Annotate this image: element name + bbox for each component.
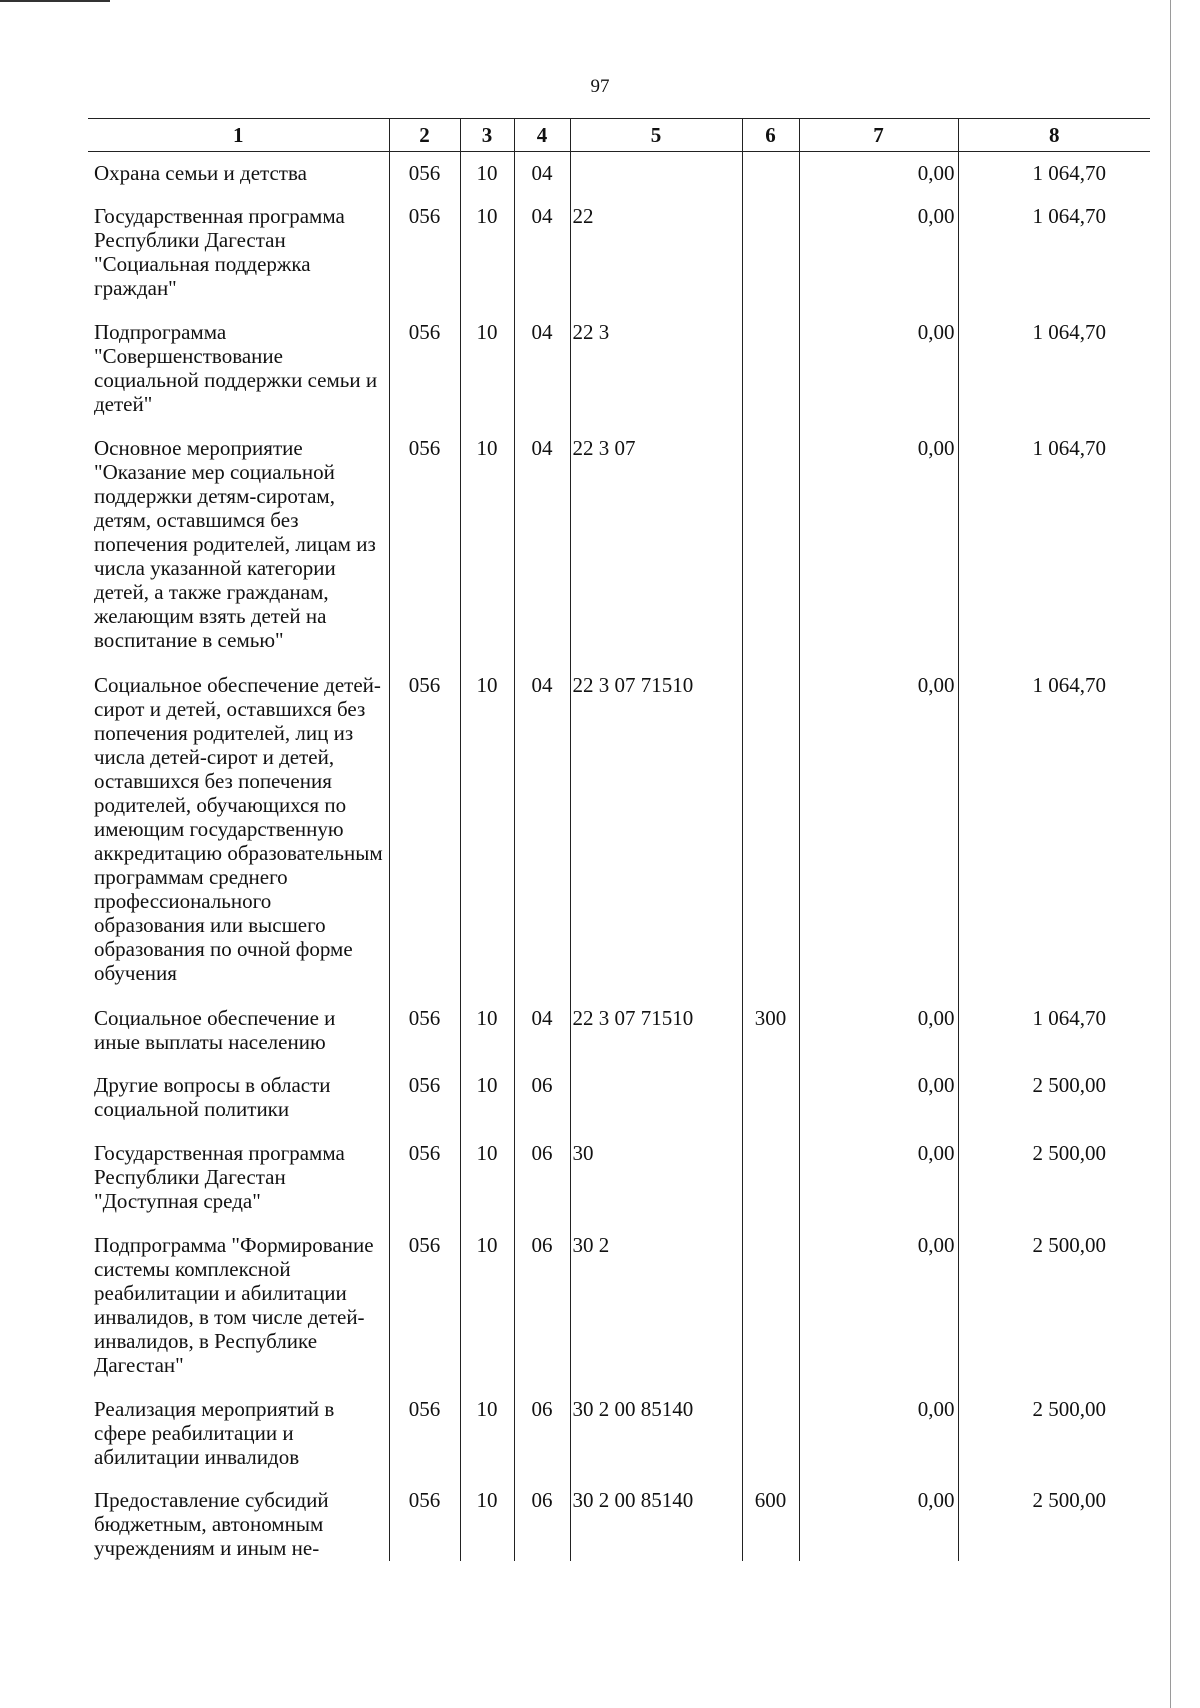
row-code-section: 10 xyxy=(460,311,514,427)
row-amount-col8: 1 064,70 xyxy=(958,427,1150,664)
row-code-subsection: 04 xyxy=(514,997,570,1064)
row-code-section: 10 xyxy=(460,1224,514,1388)
row-amount-col8: 1 064,70 xyxy=(958,195,1150,311)
header-col-7: 7 xyxy=(799,119,958,152)
row-amount-col7: 0,00 xyxy=(799,1224,958,1388)
row-code-section: 10 xyxy=(460,997,514,1064)
row-code-target: 22 3 07 71510 xyxy=(570,997,742,1064)
row-code-expense-type: 600 xyxy=(742,1479,799,1561)
table-row xyxy=(88,195,1150,311)
row-code-ministry: 056 xyxy=(389,311,460,427)
header-col-2: 2 xyxy=(389,119,460,152)
row-amount-col7: 0,00 xyxy=(799,1479,958,1561)
table-row xyxy=(88,1479,1150,1561)
row-amount-col7: 0,00 xyxy=(799,1388,958,1480)
row-code-target: 30 2 00 85140 xyxy=(570,1388,742,1480)
row-name: Социальное обеспечение и иные выплаты населению xyxy=(94,1005,336,1054)
row-code-ministry: 056 xyxy=(389,997,460,1064)
row-code-ministry: 056 xyxy=(389,427,460,664)
row-amount-col8: 2 500,00 xyxy=(958,1132,1150,1224)
row-code-ministry: 056 xyxy=(389,1479,460,1561)
row-code-target: 30 2 xyxy=(570,1224,742,1388)
row-code-ministry: 056 xyxy=(389,664,460,997)
row-amount-col8: 1 064,70 xyxy=(958,664,1150,997)
header-col-1: 1 xyxy=(88,119,389,152)
row-code-expense-type xyxy=(742,195,799,311)
row-name: Социальное обеспечение детей-сирот и детей, оставшихся без попечения родителей, лиц из числа детей-сирот и детей, оставшихся без попечения родителей, обучающихся по имеющим государственную аккредитацию образовательным программам среднего профессионального образования или высшего образования по очной форме обучения xyxy=(94,672,383,985)
table-row xyxy=(88,1388,1150,1480)
row-code-section: 10 xyxy=(460,195,514,311)
row-code-target: 22 xyxy=(570,195,742,311)
row-amount-col8: 2 500,00 xyxy=(958,1224,1150,1388)
row-amount-col7: 0,00 xyxy=(799,311,958,427)
row-code-target: 22 3 xyxy=(570,311,742,427)
row-code-target: 22 3 07 71510 xyxy=(570,664,742,997)
row-code-expense-type xyxy=(742,427,799,664)
row-code-subsection: 06 xyxy=(514,1064,570,1131)
row-code-expense-type xyxy=(742,1224,799,1388)
row-amount-col8: 1 064,70 xyxy=(958,311,1150,427)
row-amount-col7: 0,00 xyxy=(799,664,958,997)
row-code-target: 22 3 07 xyxy=(570,427,742,664)
header-col-8: 8 xyxy=(958,119,1150,152)
row-amount-col7: 0,00 xyxy=(799,152,958,196)
row-amount-col8: 2 500,00 xyxy=(958,1388,1150,1480)
row-name: Охрана семьи и детства xyxy=(94,161,307,185)
table-row xyxy=(88,427,1150,664)
table-row xyxy=(88,664,1150,997)
row-code-expense-type xyxy=(742,311,799,427)
row-amount-col7: 0,00 xyxy=(799,1132,958,1224)
row-code-subsection: 04 xyxy=(514,195,570,311)
row-name: Подпрограмма "Формирование системы комплексной реабилитации и абилитации инвалидов, в том числе детей-инвалидов, в Республике Дагестан" xyxy=(94,1232,374,1377)
table-row xyxy=(88,1132,1150,1224)
row-code-subsection: 04 xyxy=(514,311,570,427)
row-code-subsection: 06 xyxy=(514,1132,570,1224)
row-code-section: 10 xyxy=(460,1388,514,1480)
header-col-3: 3 xyxy=(460,119,514,152)
row-code-section: 10 xyxy=(460,152,514,196)
row-amount-col8: 1 064,70 xyxy=(958,152,1150,196)
row-name: Предоставление субсидий бюджетным, автономным учреждениям и иным не- xyxy=(94,1488,329,1561)
row-code-subsection: 06 xyxy=(514,1224,570,1388)
row-code-expense-type xyxy=(742,1064,799,1131)
row-code-expense-type xyxy=(742,152,799,196)
row-code-ministry: 056 xyxy=(389,1224,460,1388)
page-number: 97 xyxy=(590,76,610,97)
row-amount-col8: 2 500,00 xyxy=(958,1064,1150,1131)
row-amount-col7: 0,00 xyxy=(799,997,958,1064)
table-row xyxy=(88,1064,1150,1131)
row-code-target: 30 xyxy=(570,1132,742,1224)
row-amount-col8: 1 064,70 xyxy=(958,997,1150,1064)
header-col-6: 6 xyxy=(742,119,799,152)
row-name: Основное мероприятие "Оказание мер социальной поддержки детям-сиротам, детям, оставшимся без попечения родителей, лицам из числа указанной категории детей, а также гражданам, желающим взять детей на воспитание в семью" xyxy=(94,435,376,652)
row-amount-col8: 2 500,00 xyxy=(958,1479,1150,1561)
table-row xyxy=(88,152,1150,196)
table-header-row xyxy=(88,119,1150,152)
row-amount-col7: 0,00 xyxy=(799,427,958,664)
row-name: Государственная программа Республики Дагестан "Доступная среда" xyxy=(94,1140,345,1213)
table-row xyxy=(88,1224,1150,1388)
row-code-ministry: 056 xyxy=(389,152,460,196)
row-code-expense-type xyxy=(742,664,799,997)
row-code-subsection: 04 xyxy=(514,427,570,664)
budget-table xyxy=(88,118,1150,1561)
row-name: Другие вопросы в области социальной политики xyxy=(94,1073,331,1122)
row-code-target xyxy=(570,152,742,196)
row-code-section: 10 xyxy=(460,427,514,664)
scan-artifact-line xyxy=(0,0,110,2)
row-code-subsection: 04 xyxy=(514,664,570,997)
row-code-expense-type xyxy=(742,1388,799,1480)
row-name: Подпрограмма "Совершенствование социальной поддержки семьи и детей" xyxy=(94,320,378,417)
header-col-4: 4 xyxy=(514,119,570,152)
row-code-section: 10 xyxy=(460,664,514,997)
table-row xyxy=(88,997,1150,1064)
row-code-section: 10 xyxy=(460,1064,514,1131)
row-code-section: 10 xyxy=(460,1479,514,1561)
row-name: Реализация мероприятий в сфере реабилитации и абилитации инвалидов xyxy=(94,1396,335,1469)
row-code-expense-type: 300 xyxy=(742,997,799,1064)
row-code-subsection: 06 xyxy=(514,1388,570,1480)
row-amount-col7: 0,00 xyxy=(799,195,958,311)
row-code-target xyxy=(570,1064,742,1131)
row-code-expense-type xyxy=(742,1132,799,1224)
row-name: Государственная программа Республики Дагестан "Социальная поддержка граждан" xyxy=(94,204,345,301)
row-code-subsection: 04 xyxy=(514,152,570,196)
row-code-ministry: 056 xyxy=(389,1388,460,1480)
row-code-ministry: 056 xyxy=(389,1132,460,1224)
scan-edge-line xyxy=(1170,0,1171,1708)
row-code-ministry: 056 xyxy=(389,195,460,311)
row-code-ministry: 056 xyxy=(389,1064,460,1131)
row-code-target: 30 2 00 85140 xyxy=(570,1479,742,1561)
row-code-subsection: 06 xyxy=(514,1479,570,1561)
table-row xyxy=(88,311,1150,427)
row-code-section: 10 xyxy=(460,1132,514,1224)
row-amount-col7: 0,00 xyxy=(799,1064,958,1131)
header-col-5: 5 xyxy=(570,119,742,152)
